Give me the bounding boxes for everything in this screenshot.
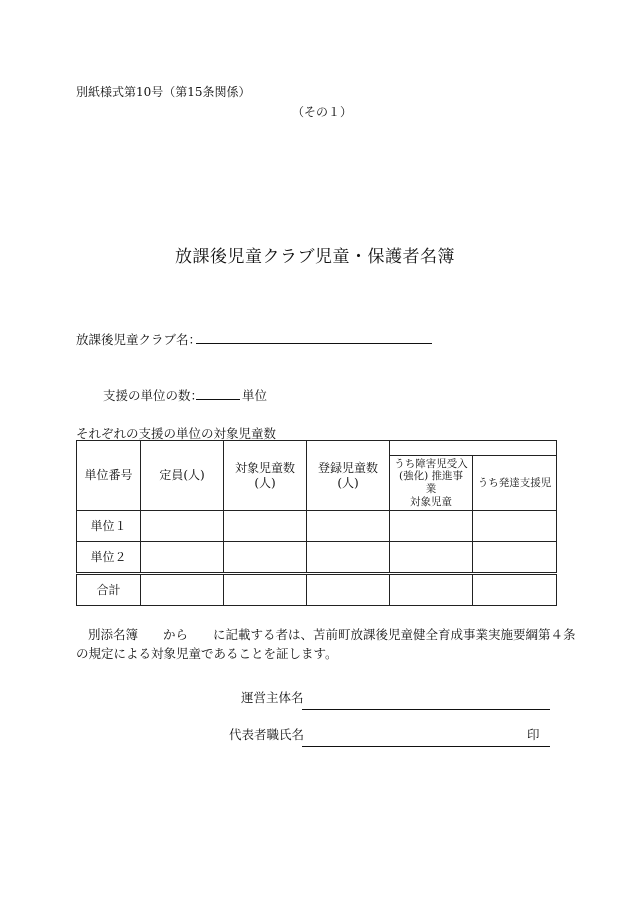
header-developmental-support: うち発達支援児 — [473, 456, 557, 511]
header-registered-line1: 登録児童数 — [317, 461, 378, 476]
document-title: 放課後児童クラブ児童・保護者名簿 — [175, 247, 455, 267]
header-capacity: 定員(人) — [141, 441, 224, 511]
cell-capacity-total[interactable] — [141, 574, 224, 606]
header-target-children-line2: (人) — [254, 475, 276, 490]
table-row — [77, 511, 557, 542]
cell-capacity[interactable] — [141, 542, 224, 574]
cell-registered-children[interactable] — [307, 511, 390, 542]
row-label: 単位２ — [77, 542, 141, 574]
operator-name-field[interactable] — [302, 709, 550, 710]
form-number: 別紙様式第10号（第15条関係） — [76, 85, 251, 99]
row-label: 単位１ — [77, 511, 141, 542]
representative-name-field[interactable] — [302, 746, 550, 747]
table-caption: それぞれの支援の単位の対象児童数 — [76, 426, 277, 441]
cell-capacity[interactable] — [141, 511, 224, 542]
cell-registered-children-total[interactable] — [307, 574, 390, 606]
header-disability-children — [390, 456, 473, 511]
certification-line-2: の規定による対象児童であることを証します。 — [76, 646, 338, 661]
header-disability-line2: (強化) 推進事 — [398, 470, 464, 483]
operator-name-label: 運営主体名 — [241, 690, 304, 705]
children-count-table — [76, 440, 557, 606]
header-unit-number: 単位番号 — [77, 441, 141, 511]
header-target-children-line1: 対象児童数 — [234, 461, 295, 476]
support-units-suffix: 単位 — [242, 388, 268, 403]
support-units-label: 支援の単位の数： — [103, 388, 204, 403]
header-registered-children — [307, 441, 390, 511]
cell-developmental-support-total[interactable] — [473, 574, 557, 606]
cell-target-children[interactable] — [224, 511, 307, 542]
cell-developmental-support[interactable] — [473, 511, 557, 542]
certification-line-1: 別添名簿 から に記載する者は、苫前町放課後児童健全育成事業実施要綱第４条 — [88, 627, 576, 642]
cell-developmental-support[interactable] — [473, 542, 557, 574]
cell-registered-children[interactable] — [307, 542, 390, 574]
header-registered-line2: (人) — [337, 475, 359, 490]
cell-disability-children-total[interactable] — [390, 574, 473, 606]
club-name-label: 放課後児童クラブ名： — [76, 332, 202, 347]
seal-mark: 印 — [527, 727, 540, 742]
part-label: （その１） — [292, 105, 353, 119]
cell-target-children-total[interactable] — [224, 574, 307, 606]
header-disability-line3: 業 — [425, 483, 437, 495]
table-row-total — [77, 574, 557, 606]
club-name-field[interactable] — [196, 343, 432, 344]
table-row — [77, 542, 557, 574]
total-label: 合計 — [77, 574, 141, 606]
representative-name-label: 代表者職氏名 — [229, 727, 305, 742]
header-disability-line4: 対象児童 — [410, 495, 452, 508]
header-breakdown-blank — [390, 441, 557, 456]
cell-disability-children[interactable] — [390, 511, 473, 542]
header-target-children — [224, 441, 307, 511]
header-disability-line1: うち障害児受入 — [394, 457, 468, 470]
support-units-field[interactable] — [196, 399, 240, 400]
cell-disability-children[interactable] — [390, 542, 473, 574]
cell-target-children[interactable] — [224, 542, 307, 574]
